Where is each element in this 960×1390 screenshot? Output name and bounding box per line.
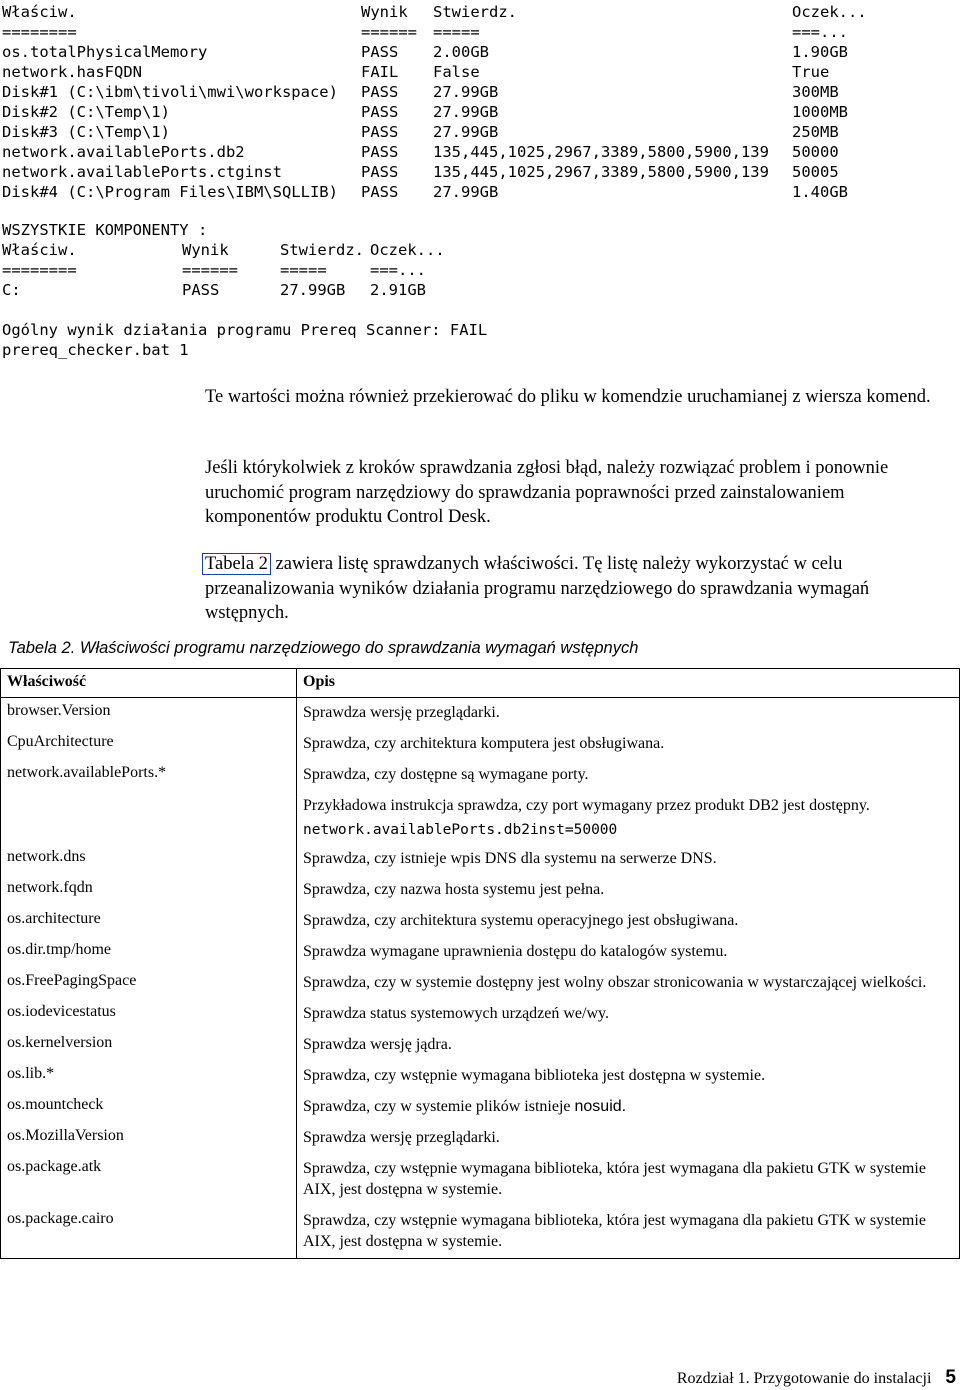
property-description (303, 1065, 953, 1086)
check-property: network.hasFQDN (2, 63, 142, 81)
chapter-title: Rozdział 1. Przygotowanie do instalacji (676, 1370, 932, 1387)
paragraph-error-handling: Jeśli którykolwiek z kroków sprawdzania zgłosi błąd, należy rozwiązać problem i ponownie uruchomić program narzędziowy do sprawdzania poprawności przed zainstalowaniem komponentów produktu Control Desk. (205, 458, 889, 527)
table-row (1, 999, 960, 1030)
header-result: Wynik (361, 3, 408, 21)
table-row (1, 1030, 960, 1061)
check-property: Disk#2 (C:\Temp\1) (2, 103, 170, 121)
description-text: Sprawdza wersję przeglądarki. (303, 1129, 500, 1146)
description-text: Sprawdza, czy wstępnie wymagana biblioteka, która jest wymagana dla pakietu GTK w systemie AIX, jest dostępna w systemie. (303, 1160, 926, 1198)
separator: ====== (361, 23, 417, 41)
property-description (303, 702, 953, 723)
property-description (303, 1210, 953, 1252)
property-name: os.iodevicestatus (1, 999, 297, 1030)
property-name: network.dns (1, 844, 297, 875)
separator: ====== (182, 261, 238, 279)
paragraph-table-reference (205, 552, 935, 626)
property-description-cell (297, 1206, 960, 1259)
properties-table (0, 668, 960, 1259)
description-text: Sprawdza, czy architektura komputera jest obsługiwana. (303, 735, 665, 752)
property-description (303, 848, 953, 869)
column-header-property: Właściwość (1, 669, 297, 698)
header-expected: Oczek... (370, 241, 445, 259)
column-header-description: Opis (297, 669, 960, 698)
separator: ======== (2, 261, 77, 279)
component-found: 27.99GB (280, 281, 346, 299)
property-description-cell (297, 875, 960, 906)
description-text: Sprawdza, czy wstępnie wymagana biblioteka jest dostępna w systemie. (303, 1067, 766, 1084)
component-result: PASS (182, 281, 220, 299)
property-description-cell (297, 1154, 960, 1206)
property-description (303, 910, 953, 931)
property-description-cell (297, 698, 960, 730)
check-expected: 300MB (792, 83, 839, 101)
property-description-cell (297, 1123, 960, 1154)
table-row (1, 1092, 960, 1123)
check-found: 2.00GB (433, 43, 489, 61)
table-row (1, 968, 960, 999)
property-description-cell (297, 1030, 960, 1061)
check-found: False (433, 63, 480, 81)
property-name: CpuArchitecture (1, 729, 297, 760)
header-result: Wynik (182, 241, 229, 259)
check-expected: True (792, 63, 830, 81)
table-caption: Tabela 2. Właściwości programu narzędziowego do sprawdzania wymagań wstępnych (8, 639, 639, 657)
page-number: 5 (945, 1367, 956, 1388)
property-description (303, 733, 953, 754)
separator: ===== (433, 23, 480, 41)
prereq-output-block (0, 0, 960, 201)
check-expected: 1.40GB (792, 183, 848, 201)
description-code: nosuid. (574, 1098, 627, 1115)
property-name: os.MozillaVersion (1, 1123, 297, 1154)
description-text: Sprawdza, czy wstępnie wymagana biblioteka, która jest wymagana dla pakietu GTK w systemie AIX, jest dostępna w systemie. (303, 1212, 926, 1250)
property-description (303, 879, 953, 900)
check-found: 27.99GB (433, 183, 499, 201)
property-description (303, 1096, 953, 1117)
table-row (1, 1061, 960, 1092)
check-found: 27.99GB (433, 123, 499, 141)
property-name: network.availablePorts.* (1, 760, 297, 844)
check-found: 135,445,1025,2967,3389,5800,5900,139 (433, 163, 769, 181)
check-expected: 1.90GB (792, 43, 848, 61)
property-name: os.FreePagingSpace (1, 968, 297, 999)
property-name: network.fqdn (1, 875, 297, 906)
check-result: PASS (361, 123, 399, 141)
property-description (303, 764, 953, 785)
output-separator-row (0, 22, 848, 42)
check-found: 27.99GB (433, 103, 499, 121)
check-found: 27.99GB (433, 83, 499, 101)
table-row (1, 760, 960, 844)
check-found: 135,445,1025,2967,3389,5800,5900,139 (433, 143, 769, 161)
property-name: os.package.atk (1, 1154, 297, 1206)
property-description (303, 1127, 953, 1148)
header-found: Stwierdz. (280, 241, 364, 259)
check-result: PASS (361, 43, 399, 61)
property-description (303, 1003, 953, 1024)
components-row (0, 280, 426, 300)
command-line: prereq_checker.bat 1 (2, 341, 189, 359)
check-property: network.availablePorts.db2 (2, 143, 245, 161)
check-result: PASS (361, 103, 399, 121)
property-name: os.kernelversion (1, 1030, 297, 1061)
check-property: Disk#1 (C:\ibm\tivoli\mwi\workspace) (2, 83, 338, 101)
separator: ======== (2, 23, 77, 41)
property-name: os.package.cairo (1, 1206, 297, 1259)
components-header-row (0, 240, 445, 260)
table-row (1, 729, 960, 760)
check-result: FAIL (361, 63, 399, 81)
check-property: os.totalPhysicalMemory (2, 43, 208, 61)
property-description-cell (297, 968, 960, 999)
paragraph-text: zawiera listę sprawdzanych właściwości. Tę listę należy wykorzystać w celu przeanalizowania wyników działania programu narzędziowego do sprawdzania wymagań wstępnych. (205, 554, 870, 623)
property-example-text: Przykładowa instrukcja sprawdza, czy port wymagany przez produkt DB2 jest dostępny. (303, 797, 870, 814)
table-row (1, 875, 960, 906)
property-name: os.lib.* (1, 1061, 297, 1092)
property-description-cell (297, 760, 960, 844)
separator: ===== (280, 261, 327, 279)
description-text: Sprawdza wymagane uprawnienia dostępu do katalogów systemu. (303, 943, 728, 960)
component-expected: 2.91GB (370, 281, 426, 299)
table-row (1, 1206, 960, 1259)
property-description-cell (297, 1092, 960, 1123)
property-description-cell (297, 906, 960, 937)
description-text: Sprawdza, czy nazwa hosta systemu jest pełna. (303, 881, 605, 898)
property-description (303, 1158, 953, 1200)
components-title: WSZYSTKIE KOMPONENTY : (2, 221, 208, 239)
property-description (303, 1034, 953, 1055)
description-text: Sprawdza status systemowych urządzeń we/wy. (303, 1005, 609, 1022)
description-text: Sprawdza wersję przeglądarki. (303, 704, 500, 721)
paragraph-redirect: Te wartości można również przekierować do pliku w komendzie uruchamianej z wiersza komend. (205, 387, 931, 407)
table-row (1, 1123, 960, 1154)
check-expected: 50005 (792, 163, 839, 181)
table-2-link[interactable]: Tabela 2 (202, 553, 271, 575)
table-row (1, 937, 960, 968)
property-example-code: network.availablePorts.db2inst=50000 (303, 822, 618, 838)
property-name: browser.Version (1, 698, 297, 730)
check-property: Disk#3 (C:\Temp\1) (2, 123, 170, 141)
description-text: Sprawdza, czy dostępne są wymagane porty. (303, 766, 589, 783)
separator: ===... (792, 23, 848, 41)
check-expected: 250MB (792, 123, 839, 141)
output-header-row (0, 2, 867, 22)
components-separator-row (0, 260, 426, 280)
description-text: Sprawdza, czy w systemie plików istnieje (303, 1098, 575, 1115)
check-property: network.availablePorts.ctginst (2, 163, 282, 181)
table-row (1, 844, 960, 875)
table-row (1, 698, 960, 730)
property-description-cell (297, 937, 960, 968)
description-text: Sprawdza, czy w systemie dostępny jest wolny obszar stronicowania w wystarczającej wielkości. (303, 974, 927, 991)
property-description (303, 941, 953, 962)
check-result: PASS (361, 163, 399, 181)
property-description-cell (297, 844, 960, 875)
separator: ===... (370, 261, 426, 279)
property-name: os.dir.tmp/home (1, 937, 297, 968)
table-row (1, 1154, 960, 1206)
check-result: PASS (361, 183, 399, 201)
header-property: Właściw. (2, 3, 77, 21)
property-description-cell (297, 729, 960, 760)
header-expected: Oczek... (792, 3, 867, 21)
check-expected: 1000MB (792, 103, 848, 121)
property-description-cell (297, 1061, 960, 1092)
description-text: Sprawdza, czy istnieje wpis DNS dla systemu na serwerze DNS. (303, 850, 717, 867)
description-text: Sprawdza, czy architektura systemu operacyjnego jest obsługiwana. (303, 912, 739, 929)
check-result: PASS (361, 143, 399, 161)
overall-result-line: Ogólny wynik działania programu Prereq Scanner: FAIL (2, 321, 488, 339)
table-header-row (1, 669, 960, 698)
component-drive: C: (2, 281, 21, 299)
description-text: Sprawdza wersję jądra. (303, 1036, 452, 1053)
table-row (1, 906, 960, 937)
check-property: Disk#4 (C:\Program Files\IBM\SQLLIB) (2, 183, 338, 201)
check-result: PASS (361, 83, 399, 101)
property-description (303, 972, 953, 993)
property-name: os.mountcheck (1, 1092, 297, 1123)
check-expected: 50000 (792, 143, 839, 161)
page-footer (677, 1367, 956, 1389)
header-property: Właściw. (2, 241, 77, 259)
header-found: Stwierdz. (433, 3, 517, 21)
property-name: os.architecture (1, 906, 297, 937)
property-description-cell (297, 999, 960, 1030)
